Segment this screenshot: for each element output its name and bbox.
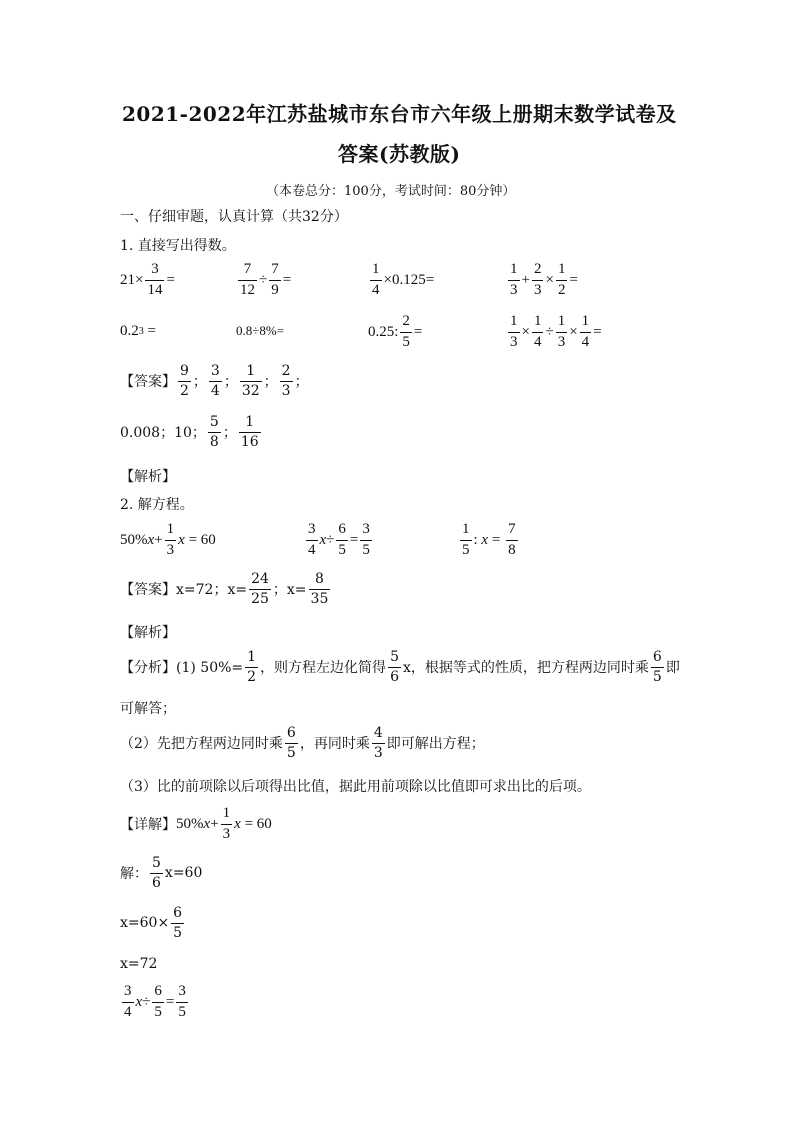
analysis-3: （3）比的前项除以后项得出比值，据此用前项除以比值即可求出比的后项。 <box>120 779 591 795</box>
solution-step-2-text: x=60× <box>120 915 170 932</box>
solution-prefix: 解： <box>120 866 148 883</box>
question-1: 1. 直接写出得数。 <box>120 238 236 254</box>
answer-label: 【答案】 <box>120 374 176 391</box>
q1-item-7: 0.25: 2 5 = <box>368 313 423 350</box>
section-heading: 一、仔细审题，认真计算（共32分） <box>120 209 348 225</box>
solution-step-1-text: x=60 <box>164 865 203 882</box>
q1-item-4: 1 3 + 2 3 × 1 2 = <box>510 261 578 298</box>
analysis-1-text-a: 【分析】(1) 50%= <box>120 660 244 677</box>
q2-equation-2: 3 4 x ÷ 6 5 = 3 5 <box>308 521 370 558</box>
solution-step-1: 解： 5 6 x=60 <box>120 855 203 891</box>
analysis-1-text-c: x，根据等式的性质，把方程两边同时乘 <box>402 660 649 677</box>
title-line-2: 答案(苏教版) <box>338 142 461 166</box>
q1-analysis-label: 【解析】 <box>120 469 176 485</box>
solution-step-3: x=72 <box>120 956 158 972</box>
detail-equation-2: 3 4 x ÷ 6 5 = 3 5 <box>124 983 186 1020</box>
q1-item-3: 1 4 ×0.125= <box>372 261 435 298</box>
analysis-1: 【分析】(1) 50%= $\frac{1}{2}$ ，则方程左边化简得 5 6 x，根据等式的性质，把方程两边同时乘 6 5 即 <box>120 649 680 685</box>
q1-item-2: 7 12 ÷ 7 9 = <box>240 261 292 298</box>
q1-answer-line-1: 【答案】 9 2 ； 3 4 ； 1 32 ； 2 3 ； <box>120 363 309 399</box>
analysis-2: （2）先把方程两边同时乘 6 5 ，再同时乘 4 3 即可解出方程； <box>120 725 485 761</box>
detail-equation-1: 【详解】 50% x + 1 3 x = 60 <box>120 805 272 842</box>
analysis-1-continued: 可解答； <box>120 701 176 717</box>
q2-answer-text: 【答案】x=72；x= <box>120 582 248 599</box>
q1-item-1: 21× 3 14 = <box>120 261 175 298</box>
solution-step-2: x=60× $\frac{6}{5}$ <box>120 905 183 941</box>
q2-answer: 【答案】x=72；x= $\frac{24}{25}$ ；x= 8 35 <box>120 571 329 607</box>
q1-item-8: 1 3 × 1 4 ÷ 1 3 × 1 4 = <box>510 313 602 350</box>
answer-values: 0.008；10； <box>120 425 206 442</box>
analysis-2-text-a: （2）先把方程两边同时乘 <box>120 736 283 753</box>
detail-label: 【详解】 <box>120 817 176 834</box>
analysis-2-text-b: ，再同时乘 <box>299 736 370 753</box>
question-2: 2. 解方程。 <box>120 497 194 513</box>
q2-equation-3: 1 5 : x = 7 8 <box>462 521 516 558</box>
q2-analysis-label: 【解析】 <box>120 625 176 641</box>
exam-info: （本卷总分：100分，考试时间：80分钟） <box>266 184 516 199</box>
analysis-1-text-b: ，则方程左边化简得 <box>260 660 387 677</box>
q2-equation-1: 50% x + 1 3 x = 60 <box>120 521 216 558</box>
q1-answer-line-2: 0.008；10； 5 8 ； 1 16 <box>120 414 259 450</box>
title-line-1: 2021-2022年江苏盐城市东台市六年级上册期末数学试卷及 <box>122 102 677 126</box>
analysis-2-text-c: 即可解出方程； <box>386 736 485 753</box>
q1-item-5: 0.2 3 = <box>120 323 156 339</box>
analysis-1-text-d: 即 <box>665 660 680 677</box>
q1-item-6: 0.8÷8%= <box>236 323 285 338</box>
